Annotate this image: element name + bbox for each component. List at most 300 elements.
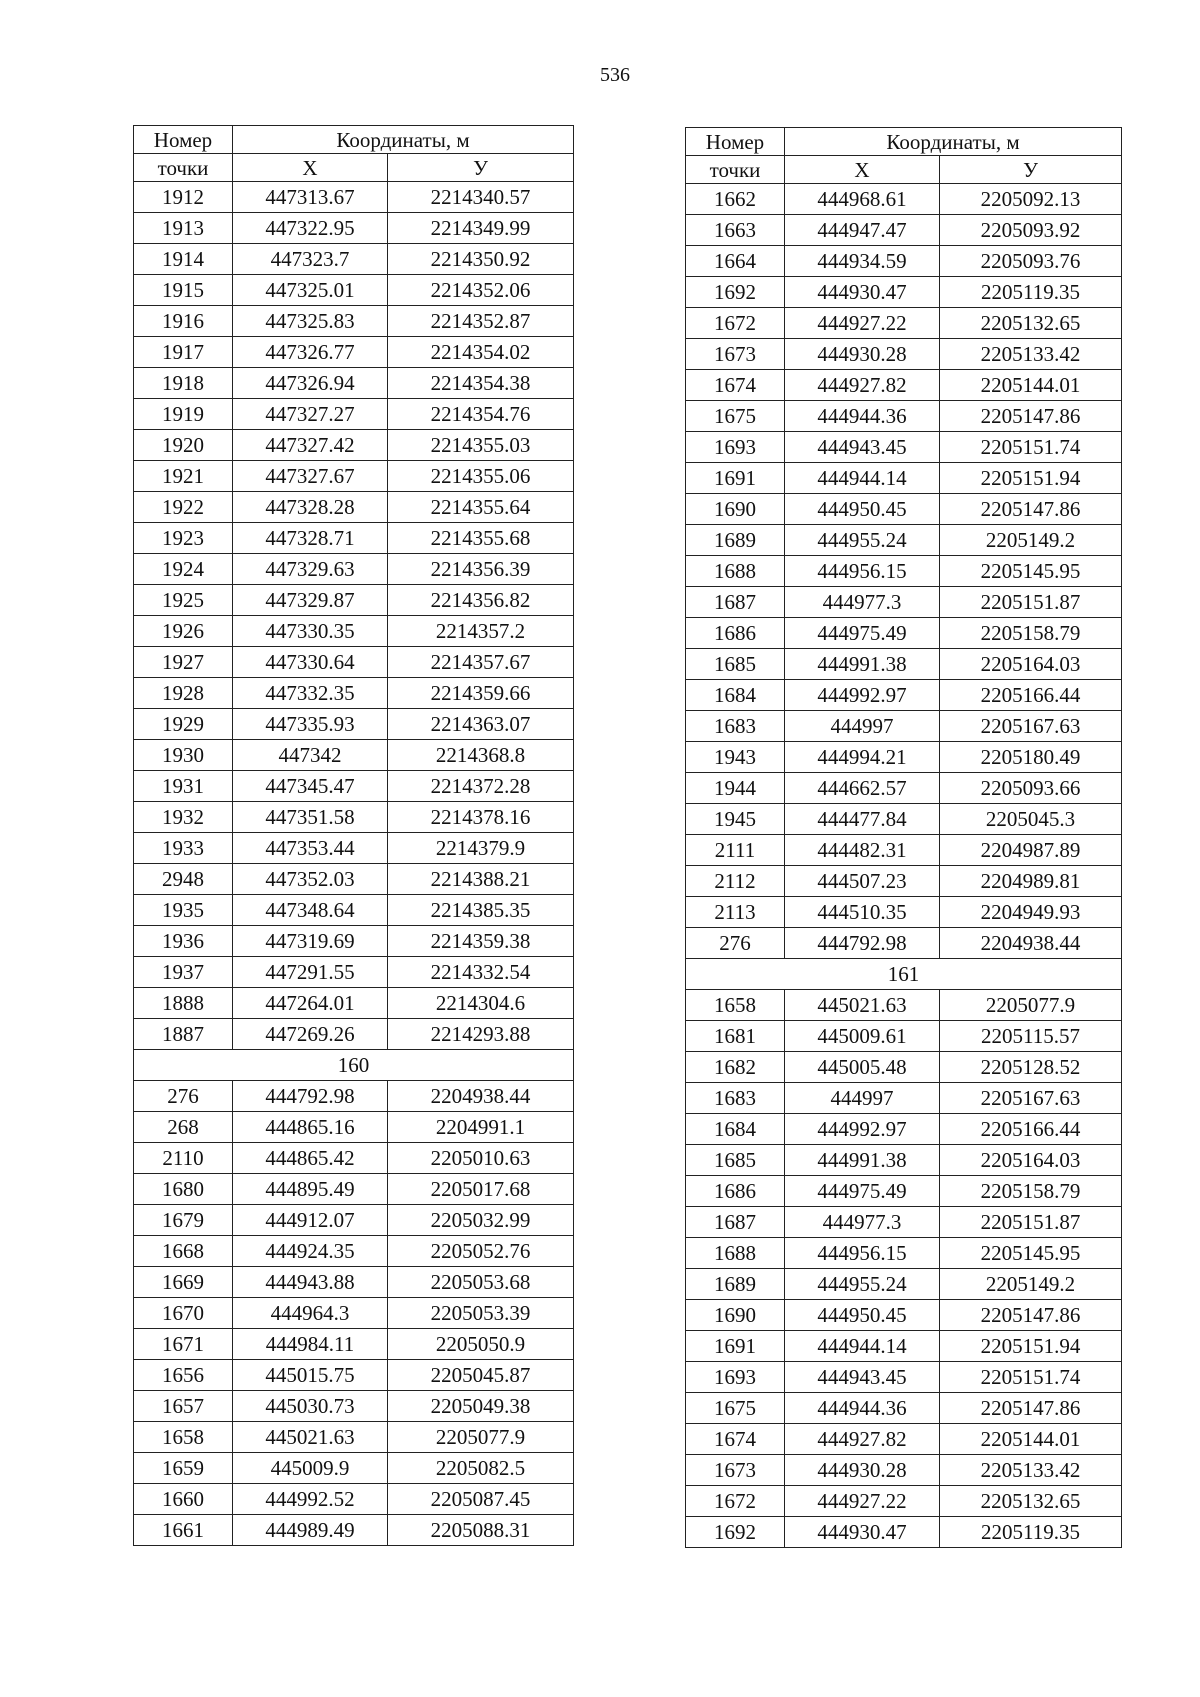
point-number-cell: 1937 [134,957,233,988]
point-number-header: Номер [134,126,233,154]
y-coordinate-cell: 2214363.07 [388,709,574,740]
x-coordinate-cell: 444934.59 [785,246,940,277]
table-row [134,1174,574,1205]
x-coordinate-cell: 444865.16 [233,1112,388,1143]
x-column-header: X [785,156,940,184]
x-coordinate-cell: 444792.98 [785,928,940,959]
point-number-cell: 1657 [134,1391,233,1422]
y-coordinate-cell: 2214293.88 [388,1019,574,1050]
x-coordinate-cell: 447345.47 [233,771,388,802]
y-coordinate-cell: 2205147.86 [940,1300,1122,1331]
table-row [686,1455,1122,1486]
x-coordinate-cell: 444943.45 [785,1362,940,1393]
y-coordinate-cell: 2214357.2 [388,616,574,647]
y-coordinate-cell: 2205053.68 [388,1267,574,1298]
table-row [686,1238,1122,1269]
x-coordinate-cell: 447329.87 [233,585,388,616]
point-number-cell: 1925 [134,585,233,616]
point-number-cell: 1675 [686,401,785,432]
y-coordinate-cell: 2204938.44 [940,928,1122,959]
x-coordinate-cell: 444994.21 [785,742,940,773]
point-number-cell: 1672 [686,308,785,339]
point-number-cell: 1686 [686,618,785,649]
table-row [686,1424,1122,1455]
x-coordinate-cell: 444975.49 [785,618,940,649]
table-row [134,430,574,461]
y-coordinate-cell: 2214368.8 [388,740,574,771]
y-coordinate-cell: 2214354.38 [388,368,574,399]
x-coordinate-cell: 444989.49 [233,1515,388,1546]
point-number-cell: 1669 [134,1267,233,1298]
y-coordinate-cell: 2204938.44 [388,1081,574,1112]
x-coordinate-cell: 444977.3 [785,587,940,618]
table-row [686,1269,1122,1300]
point-number-cell: 1692 [686,1517,785,1548]
table-row [686,463,1122,494]
y-coordinate-cell: 2204987.89 [940,835,1122,866]
x-coordinate-cell: 447352.03 [233,864,388,895]
y-coordinate-cell: 2205045.87 [388,1360,574,1391]
table-row [686,990,1122,1021]
point-number-cell: 1915 [134,275,233,306]
y-coordinate-cell: 2205147.86 [940,401,1122,432]
point-number-cell: 1691 [686,463,785,494]
point-number-cell: 2112 [686,866,785,897]
point-number-cell: 268 [134,1112,233,1143]
point-number-cell: 1917 [134,337,233,368]
point-number-cell: 1888 [134,988,233,1019]
point-number-cell: 1916 [134,306,233,337]
table-row [686,649,1122,680]
point-number-header-line2: точки [686,156,785,184]
x-coordinate-cell: 444943.45 [785,432,940,463]
point-number-cell: 1688 [686,556,785,587]
x-coordinate-cell: 444944.14 [785,1331,940,1362]
x-coordinate-cell: 444944.36 [785,401,940,432]
table-row [686,742,1122,773]
table-row [134,1205,574,1236]
table-row [134,1081,574,1112]
point-number-cell: 1693 [686,1362,785,1393]
table-row [686,1300,1122,1331]
page-number: 536 [600,64,630,86]
table-row [686,928,1122,959]
point-number-cell: 1682 [686,1052,785,1083]
point-number-cell: 1912 [134,182,233,213]
x-coordinate-cell: 447264.01 [233,988,388,1019]
table-row [686,618,1122,649]
x-coordinate-cell: 444927.82 [785,370,940,401]
x-coordinate-cell: 444477.84 [785,804,940,835]
point-number-cell: 276 [134,1081,233,1112]
point-number-cell: 1658 [686,990,785,1021]
y-coordinate-cell: 2214304.6 [388,988,574,1019]
point-number-cell: 1936 [134,926,233,957]
point-number-cell: 1680 [134,1174,233,1205]
table-row [686,401,1122,432]
point-number-cell: 1687 [686,1207,785,1238]
y-coordinate-cell: 2205151.74 [940,1362,1122,1393]
y-coordinate-cell: 2205147.86 [940,1393,1122,1424]
table-row [134,1422,574,1453]
x-coordinate-cell: 444956.15 [785,556,940,587]
y-coordinate-cell: 2205052.76 [388,1236,574,1267]
x-coordinate-cell: 444977.3 [785,1207,940,1238]
x-coordinate-cell: 447326.77 [233,337,388,368]
table-row [134,244,574,275]
table-row [134,213,574,244]
y-coordinate-cell: 2205149.2 [940,525,1122,556]
y-coordinate-cell: 2205132.65 [940,308,1122,339]
y-coordinate-cell: 2205167.63 [940,711,1122,742]
point-number-cell: 1684 [686,1114,785,1145]
table-row [686,432,1122,463]
x-coordinate-cell: 447327.67 [233,461,388,492]
table-row [134,1391,574,1422]
x-coordinate-cell: 444944.36 [785,1393,940,1424]
y-coordinate-cell: 2214378.16 [388,802,574,833]
y-column-header: У [388,154,574,182]
point-number-cell: 1673 [686,1455,785,1486]
y-coordinate-cell: 2214355.03 [388,430,574,461]
table-row [134,492,574,523]
y-coordinate-cell: 2205151.87 [940,1207,1122,1238]
y-coordinate-cell: 2205167.63 [940,1083,1122,1114]
y-coordinate-cell: 2205151.74 [940,432,1122,463]
table-row [686,587,1122,618]
table-row [686,1362,1122,1393]
y-coordinate-cell: 2205093.92 [940,215,1122,246]
y-coordinate-cell: 2214332.54 [388,957,574,988]
y-coordinate-cell: 2205180.49 [940,742,1122,773]
y-coordinate-cell: 2204989.81 [940,866,1122,897]
section-number: 160 [134,1050,574,1081]
table-row [134,740,574,771]
x-coordinate-cell: 444992.52 [233,1484,388,1515]
table-row [134,926,574,957]
x-coordinate-cell: 444992.97 [785,680,940,711]
table-row [686,1052,1122,1083]
table-row [686,1114,1122,1145]
point-number-header: Номер [686,128,785,156]
table-row [686,277,1122,308]
table-row [134,1019,574,1050]
table-row [134,771,574,802]
y-coordinate-cell: 2205093.76 [940,246,1122,277]
point-number-cell: 1687 [686,587,785,618]
point-number-cell: 1674 [686,1424,785,1455]
y-coordinate-cell: 2205151.87 [940,587,1122,618]
table-row [134,1112,574,1143]
x-coordinate-cell: 444927.22 [785,308,940,339]
y-coordinate-cell: 2205119.35 [940,277,1122,308]
point-number-cell: 1693 [686,432,785,463]
x-coordinate-cell: 447332.35 [233,678,388,709]
table-row [134,554,574,585]
x-coordinate-cell: 444950.45 [785,494,940,525]
point-number-cell: 1924 [134,554,233,585]
y-coordinate-cell: 2205151.94 [940,1331,1122,1362]
coordinates-table-left [133,125,574,1546]
x-coordinate-cell: 444930.47 [785,277,940,308]
section-row [686,959,1122,990]
x-coordinate-cell: 445030.73 [233,1391,388,1422]
x-coordinate-cell: 447291.55 [233,957,388,988]
y-coordinate-cell: 2214340.57 [388,182,574,213]
x-coordinate-cell: 444895.49 [233,1174,388,1205]
table-row [134,647,574,678]
y-coordinate-cell: 2214379.9 [388,833,574,864]
point-number-cell: 1689 [686,1269,785,1300]
y-coordinate-cell: 2205010.63 [388,1143,574,1174]
x-coordinate-cell: 447328.71 [233,523,388,554]
x-coordinate-cell: 447348.64 [233,895,388,926]
x-coordinate-cell: 444968.61 [785,184,940,215]
table-row [686,680,1122,711]
table-row [134,895,574,926]
y-coordinate-cell: 2205151.94 [940,463,1122,494]
table-row [134,306,574,337]
point-number-cell: 1664 [686,246,785,277]
point-number-cell: 1675 [686,1393,785,1424]
y-coordinate-cell: 2205145.95 [940,556,1122,587]
table-row [686,897,1122,928]
table-row [686,1021,1122,1052]
point-number-cell: 1918 [134,368,233,399]
x-coordinate-cell: 447327.27 [233,399,388,430]
point-number-cell: 1691 [686,1331,785,1362]
table-row [686,1207,1122,1238]
y-coordinate-cell: 2205144.01 [940,370,1122,401]
point-number-cell: 1685 [686,649,785,680]
table-row [686,308,1122,339]
point-number-cell: 1929 [134,709,233,740]
x-coordinate-cell: 444930.47 [785,1517,940,1548]
x-coordinate-cell: 447313.67 [233,182,388,213]
x-coordinate-cell: 444964.3 [233,1298,388,1329]
point-number-cell: 1690 [686,494,785,525]
table-row [134,1515,574,1546]
table-row [134,182,574,213]
y-coordinate-cell: 2205132.65 [940,1486,1122,1517]
x-coordinate-cell: 447335.93 [233,709,388,740]
table-row [686,1176,1122,1207]
table-row [134,337,574,368]
table-row [134,833,574,864]
point-number-cell: 1672 [686,1486,785,1517]
table-row [134,988,574,1019]
table-row [134,1267,574,1298]
table-row [686,370,1122,401]
table-row [686,1393,1122,1424]
x-coordinate-cell: 447353.44 [233,833,388,864]
table-row [686,525,1122,556]
x-coordinate-cell: 444955.24 [785,525,940,556]
table-row [134,1329,574,1360]
table-row [134,1298,574,1329]
table-row [686,1145,1122,1176]
y-coordinate-cell: 2205158.79 [940,618,1122,649]
y-coordinate-cell: 2205093.66 [940,773,1122,804]
y-coordinate-cell: 2205166.44 [940,680,1122,711]
table-row [686,866,1122,897]
table-row [134,864,574,895]
x-coordinate-cell: 445009.61 [785,1021,940,1052]
point-number-cell: 2111 [686,835,785,866]
x-coordinate-cell: 447327.42 [233,430,388,461]
point-number-cell: 1670 [134,1298,233,1329]
y-coordinate-cell: 2214354.76 [388,399,574,430]
x-coordinate-cell: 447325.01 [233,275,388,306]
point-number-cell: 1663 [686,215,785,246]
point-number-cell: 1914 [134,244,233,275]
point-number-cell: 1668 [134,1236,233,1267]
x-coordinate-cell: 445009.9 [233,1453,388,1484]
y-coordinate-cell: 2205050.9 [388,1329,574,1360]
y-coordinate-cell: 2205164.03 [940,649,1122,680]
y-coordinate-cell: 2205045.3 [940,804,1122,835]
y-coordinate-cell: 2205147.86 [940,494,1122,525]
point-number-cell: 1688 [686,1238,785,1269]
x-column-header: X [233,154,388,182]
y-coordinate-cell: 2205158.79 [940,1176,1122,1207]
x-coordinate-cell: 444955.24 [785,1269,940,1300]
y-coordinate-cell: 2205133.42 [940,1455,1122,1486]
y-coordinate-cell: 2205133.42 [940,339,1122,370]
table-row [686,1517,1122,1548]
y-coordinate-cell: 2214359.38 [388,926,574,957]
x-coordinate-cell: 444662.57 [785,773,940,804]
y-coordinate-cell: 2214350.92 [388,244,574,275]
y-coordinate-cell: 2214352.06 [388,275,574,306]
y-coordinate-cell: 2214356.82 [388,585,574,616]
point-number-cell: 1673 [686,339,785,370]
y-coordinate-cell: 2214352.87 [388,306,574,337]
x-coordinate-cell: 444956.15 [785,1238,940,1269]
point-number-cell: 1921 [134,461,233,492]
table-row [686,835,1122,866]
point-number-cell: 1887 [134,1019,233,1050]
x-coordinate-cell: 447351.58 [233,802,388,833]
table-row [686,556,1122,587]
point-number-cell: 1933 [134,833,233,864]
table-row [686,215,1122,246]
point-number-cell: 1685 [686,1145,785,1176]
table-row [134,802,574,833]
point-number-cell: 1686 [686,1176,785,1207]
y-coordinate-cell: 2205145.95 [940,1238,1122,1269]
x-coordinate-cell: 444792.98 [233,1081,388,1112]
table-row [686,246,1122,277]
y-coordinate-cell: 2214349.99 [388,213,574,244]
point-number-cell: 1658 [134,1422,233,1453]
point-number-cell: 1690 [686,1300,785,1331]
point-number-cell: 1684 [686,680,785,711]
table-row [686,1331,1122,1362]
point-number-cell: 1944 [686,773,785,804]
y-coordinate-cell: 2214372.28 [388,771,574,802]
x-coordinate-cell: 447323.7 [233,244,388,275]
table-row [134,368,574,399]
table-row [686,773,1122,804]
point-number-cell: 2948 [134,864,233,895]
point-number-cell: 1683 [686,711,785,742]
x-coordinate-cell: 447326.94 [233,368,388,399]
x-coordinate-cell: 445021.63 [785,990,940,1021]
point-number-cell: 1927 [134,647,233,678]
table-row [134,585,574,616]
table-row [134,616,574,647]
table-row [134,957,574,988]
table-header [134,126,574,182]
table-row [686,339,1122,370]
x-coordinate-cell: 444975.49 [785,1176,940,1207]
point-number-cell: 1932 [134,802,233,833]
x-coordinate-cell: 444912.07 [233,1205,388,1236]
table-body [686,184,1122,1548]
x-coordinate-cell: 444991.38 [785,649,940,680]
y-coordinate-cell: 2214355.64 [388,492,574,523]
x-coordinate-cell: 444997 [785,711,940,742]
point-number-cell: 1692 [686,277,785,308]
x-coordinate-cell: 444865.42 [233,1143,388,1174]
y-coordinate-cell: 2205077.9 [940,990,1122,1021]
y-coordinate-cell: 2214355.68 [388,523,574,554]
x-coordinate-cell: 444924.35 [233,1236,388,1267]
table-body [134,182,574,1546]
x-coordinate-cell: 447330.64 [233,647,388,678]
y-coordinate-cell: 2205166.44 [940,1114,1122,1145]
y-coordinate-cell: 2205077.9 [388,1422,574,1453]
table-row [686,711,1122,742]
table-row [686,804,1122,835]
y-coordinate-cell: 2205164.03 [940,1145,1122,1176]
point-number-cell: 1674 [686,370,785,401]
x-coordinate-cell: 444927.82 [785,1424,940,1455]
point-number-cell: 1935 [134,895,233,926]
y-coordinate-cell: 2214385.35 [388,895,574,926]
point-number-cell: 1919 [134,399,233,430]
x-coordinate-cell: 444930.28 [785,339,940,370]
y-coordinate-cell: 2205128.52 [940,1052,1122,1083]
coordinates-table-right [685,127,1122,1548]
y-coordinate-cell: 2205017.68 [388,1174,574,1205]
y-coordinate-cell: 2205082.5 [388,1453,574,1484]
point-number-cell: 1945 [686,804,785,835]
table-row [134,1360,574,1391]
table-row [686,1083,1122,1114]
point-number-cell: 1923 [134,523,233,554]
point-number-cell: 1683 [686,1083,785,1114]
point-number-cell: 1662 [686,184,785,215]
x-coordinate-cell: 444992.97 [785,1114,940,1145]
x-coordinate-cell: 444991.38 [785,1145,940,1176]
x-coordinate-cell: 444984.11 [233,1329,388,1360]
y-coordinate-cell: 2204991.1 [388,1112,574,1143]
y-column-header: У [940,156,1122,184]
x-coordinate-cell: 444927.22 [785,1486,940,1517]
table-row [134,1236,574,1267]
x-coordinate-cell: 447325.83 [233,306,388,337]
point-number-cell: 1930 [134,740,233,771]
y-coordinate-cell: 2214359.66 [388,678,574,709]
section-row [134,1050,574,1081]
x-coordinate-cell: 444943.88 [233,1267,388,1298]
table-row [686,184,1122,215]
x-coordinate-cell: 447269.26 [233,1019,388,1050]
y-coordinate-cell: 2205088.31 [388,1515,574,1546]
y-coordinate-cell: 2214356.39 [388,554,574,585]
